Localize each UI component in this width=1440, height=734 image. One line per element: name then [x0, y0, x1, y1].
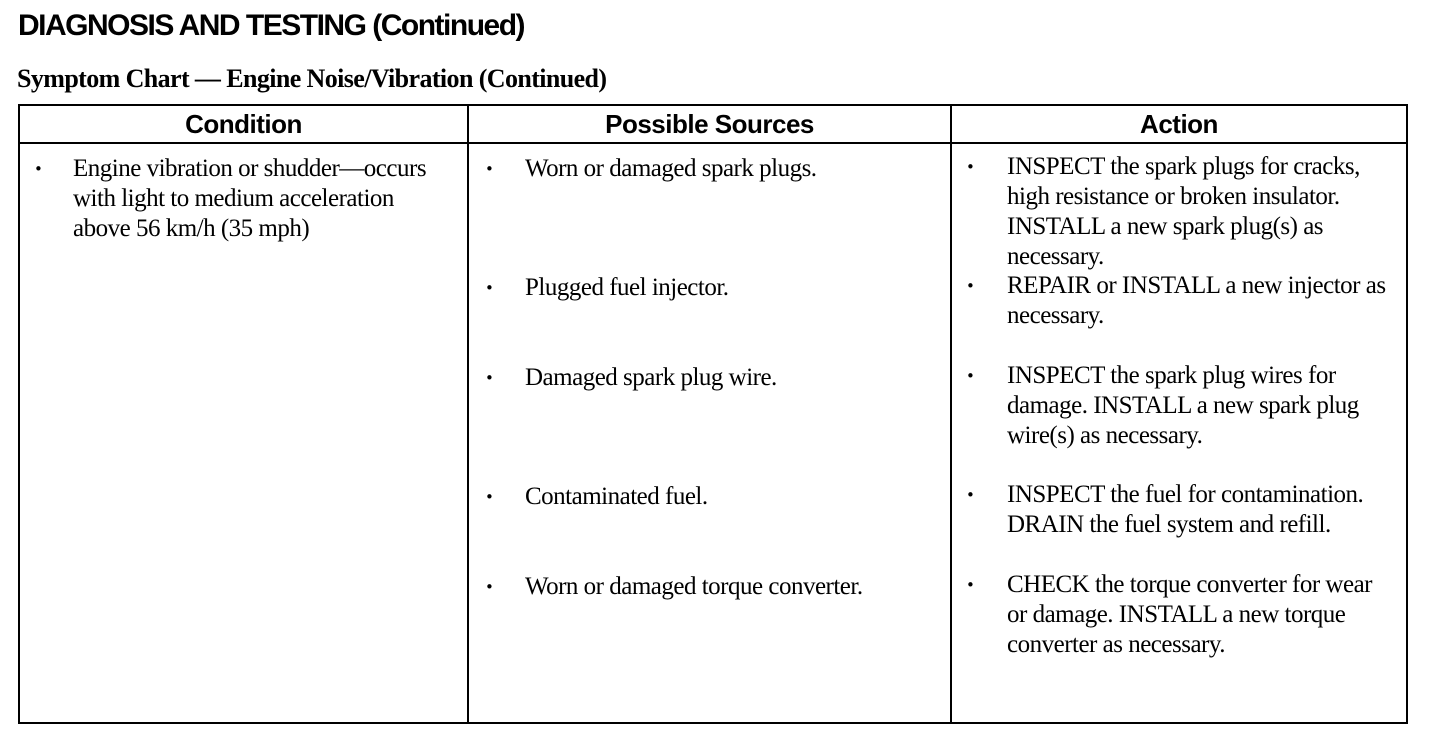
condition-list	[20, 144, 467, 722]
action-text: REPAIR or INSTALL a new injector as necessary.	[1007, 272, 1386, 329]
column-header-condition: Condition	[19, 105, 468, 143]
source-text: Worn or damaged spark plugs.	[525, 155, 817, 182]
bullet-icon: •	[966, 277, 975, 295]
action-list	[952, 144, 1406, 722]
section-title: DIAGNOSIS AND TESTING (Continued)	[18, 9, 525, 42]
bullet-icon: •	[485, 279, 494, 297]
chart-title: Symptom Chart — Engine Noise/Vibration (Continued)	[17, 64, 607, 93]
source-text: Contaminated fuel.	[525, 483, 708, 510]
bullet-icon: •	[485, 488, 494, 506]
table-body	[19, 143, 1407, 723]
bullet-icon: •	[966, 486, 975, 504]
source-text: Worn or damaged torque converter.	[525, 573, 863, 600]
symptom-chart-table	[18, 104, 1408, 724]
column-header-possible-sources: Possible Sources	[468, 105, 951, 143]
possible-sources-list	[469, 144, 950, 722]
bullet-icon: •	[966, 367, 975, 385]
bullet-icon: •	[485, 369, 494, 387]
action-text: INSPECT the spark plug wires for damage. INSTALL a new spark plug wire(s) as necessary.	[1007, 362, 1359, 449]
action-item	[952, 271, 1406, 331]
source-text: Damaged spark plug wire.	[525, 364, 777, 391]
bullet-icon: •	[34, 160, 43, 178]
action-text: INSPECT the spark plugs for cracks, high resistance or broken insulator. INSTALL a new spark plug(s) as necessary.	[1007, 153, 1360, 270]
source-item	[469, 482, 950, 512]
action-item	[952, 480, 1406, 540]
header-row	[19, 105, 1407, 143]
bullet-icon: •	[485, 578, 494, 596]
condition-item	[20, 154, 467, 244]
action-item	[952, 570, 1406, 660]
action-cell	[951, 143, 1407, 723]
bullet-icon: •	[966, 576, 975, 594]
bullet-icon: •	[966, 158, 975, 176]
action-text: INSPECT the fuel for contamination. DRAIN the fuel system and refill.	[1007, 481, 1364, 538]
possible-sources-cell	[468, 143, 951, 723]
source-item	[469, 572, 950, 602]
source-item	[469, 154, 950, 184]
table-header	[19, 105, 1407, 143]
column-header-action: Action	[951, 105, 1407, 143]
bullet-icon: •	[485, 160, 494, 178]
source-text: Plugged fuel injector.	[525, 274, 729, 301]
source-item	[469, 363, 950, 393]
table-row	[19, 143, 1407, 723]
action-item	[952, 361, 1406, 451]
action-item	[952, 152, 1406, 272]
action-text: CHECK the torque converter for wear or damage. INSTALL a new torque converter as necessary.	[1007, 571, 1372, 658]
condition-text: Engine vibration or shudder—occurs with light to medium acceleration above 56 km/h (35 mph)	[73, 155, 427, 242]
source-item	[469, 273, 950, 303]
condition-cell	[19, 143, 468, 723]
